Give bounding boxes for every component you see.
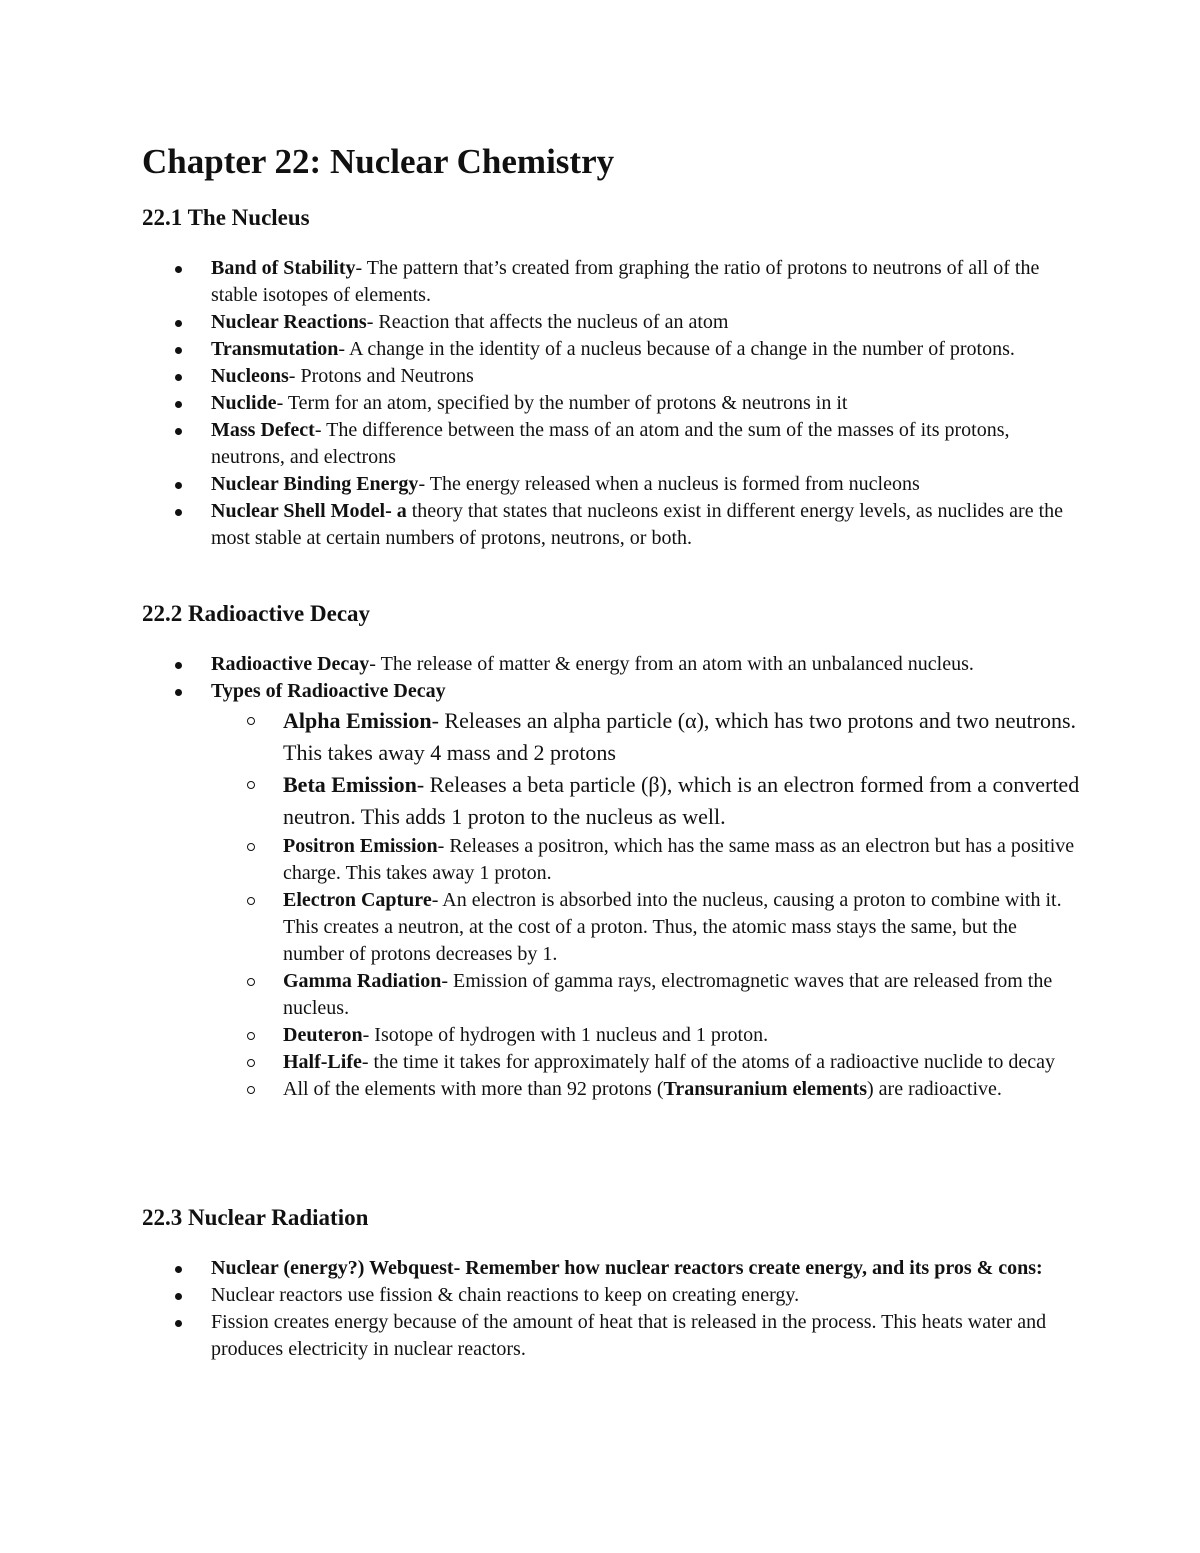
section-radioactive-decay (142, 599, 1082, 1103)
list-item (142, 498, 1082, 552)
page-title: Chapter 22: Nuclear Chemistry (142, 142, 615, 181)
definition: Nuclear reactors use fission & chain reactions to keep on creating energy. (211, 1284, 800, 1306)
list-item (142, 769, 1082, 833)
list-item (142, 336, 1082, 363)
definition: - Reaction that affects the nucleus of an atom (366, 311, 729, 333)
list-item (142, 1255, 1082, 1282)
list-item (142, 968, 1082, 1022)
term: Nucleons (211, 365, 289, 387)
list-item (142, 1076, 1082, 1103)
list-item (142, 651, 1082, 678)
definition: - The difference between the mass of an atom and the sum of the masses of its protons, neutrons, and electrons (211, 419, 1010, 468)
term: Electron Capture (283, 889, 432, 911)
definition: Fission creates energy because of the amount of heat that is released in the process. This heats water and produces electricity in nuclear reactors. (211, 1311, 1047, 1360)
definition: - The release of matter & energy from an atom with an unbalanced nucleus. (369, 653, 974, 675)
definition: theory that states that nucleons exist in different energy levels, as nuclides are the most stable at certain numbers of protons, neutrons, or both. (211, 500, 1064, 549)
definition-list (142, 255, 1082, 552)
term: Nuclear Binding Energy (211, 473, 419, 495)
term: Mass Defect (211, 419, 315, 441)
section-heading: 22.2 Radioactive Decay (142, 601, 371, 626)
term: Gamma Radiation (283, 970, 442, 992)
definition: - Protons and Neutrons (288, 365, 474, 387)
list-item (142, 471, 1082, 498)
definition: - Releases a beta particle (β), which is an electron formed from a converted neutron. This adds 1 proton to the nucleus as well. (283, 772, 1080, 829)
list-item (142, 1309, 1082, 1363)
section-heading: 22.1 The Nucleus (142, 205, 310, 230)
definition: - The energy released when a nucleus is formed from nucleons (418, 473, 920, 495)
term: Nuclide (211, 392, 277, 414)
definition: - Term for an atom, specified by the number of protons & neutrons in it (276, 392, 848, 414)
term: Types of Radioactive Decay (211, 680, 446, 702)
list-item (142, 390, 1082, 417)
list-item (142, 833, 1082, 887)
decay-types-list (211, 705, 1082, 1103)
list-item (142, 705, 1082, 769)
list-item (142, 1022, 1082, 1049)
list-item (142, 1049, 1082, 1076)
list-item (142, 887, 1082, 968)
list-item (142, 417, 1082, 471)
term: Deuteron (283, 1024, 363, 1046)
definition: - An electron is absorbed into the nucleus, causing a proton to combine with it. This creates a neutron, at the cost of a proton. Thus, the atomic mass stays the same, but the number of protons decreases by 1. (283, 889, 1062, 965)
definition: - Releases an alpha particle (α), which has two protons and two neutrons. This takes away 4 mass and 2 protons (283, 708, 1077, 765)
definition: - The pattern that’s created from graphing the ratio of protons to neutrons of all of the stable isotopes of elements. (211, 257, 1040, 306)
term: Nuclear Reactions (211, 311, 367, 333)
term: Nuclear Shell Model- a (211, 500, 407, 522)
term: Band of Stability (211, 257, 356, 279)
section-nuclear-radiation (142, 1203, 1082, 1363)
list-item (142, 678, 1082, 1103)
term: Half-Life (283, 1051, 362, 1073)
definition: - the time it takes for approximately half of the atoms of a radioactive nuclide to decay (361, 1051, 1055, 1073)
definition: ) are radioactive. (867, 1078, 1002, 1100)
term: Nuclear (energy?) Webquest- Remember how nuclear reactors create energy, and its pros & cons: (211, 1257, 1043, 1279)
term: Transmutation (211, 338, 339, 360)
term: Radioactive Decay (211, 653, 370, 675)
definition: - A change in the identity of a nucleus because of a change in the number of protons. (338, 338, 1015, 360)
term: Beta Emission (283, 772, 417, 797)
list-item (142, 309, 1082, 336)
section-nucleus (142, 203, 1082, 552)
definition: - Emission of gamma rays, electromagnetic waves that are released from the nucleus. (283, 970, 1053, 1019)
section-heading: 22.3 Nuclear Radiation (142, 1205, 369, 1230)
term: Positron Emission (283, 835, 438, 857)
term: Transuranium elements (663, 1078, 867, 1100)
list-item (142, 255, 1082, 309)
definition: All of the elements with more than 92 protons ( (283, 1078, 664, 1100)
definition: - Releases a positron, which has the same mass as an electron but has a positive charge. This takes away 1 proton. (283, 835, 1075, 884)
term: Alpha Emission (283, 708, 432, 733)
list-item (142, 363, 1082, 390)
definition: - Isotope of hydrogen with 1 nucleus and 1 proton. (362, 1024, 769, 1046)
definition-list (142, 651, 1082, 1103)
list-item (142, 1282, 1082, 1309)
definition-list (142, 1255, 1082, 1363)
